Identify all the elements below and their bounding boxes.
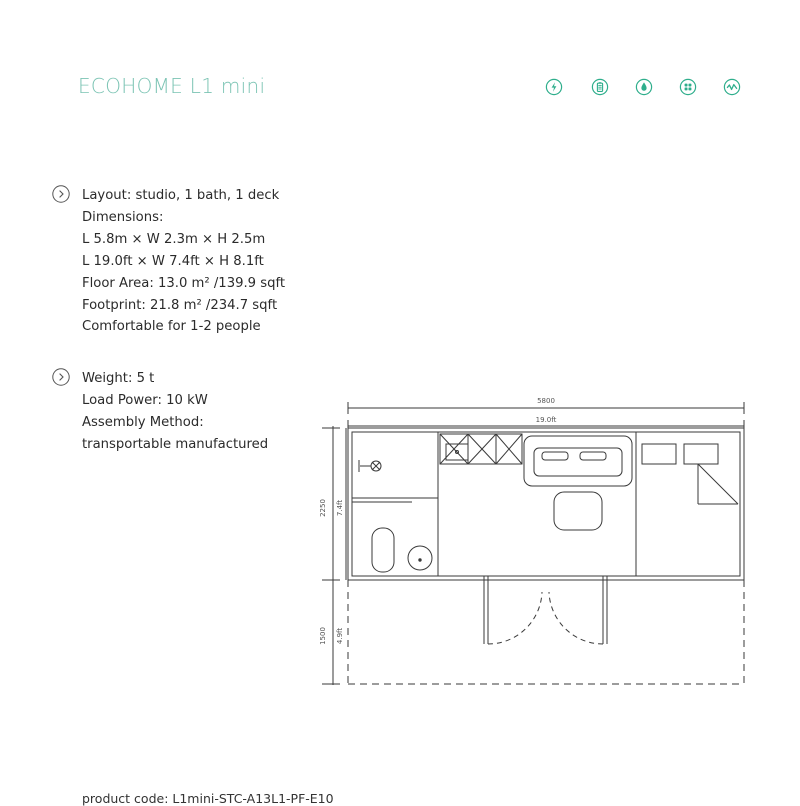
battery-icon xyxy=(591,78,609,96)
spec-occupancy: Comfortable for 1-2 people xyxy=(82,319,261,335)
bedroom xyxy=(636,432,738,576)
chevron-right-icon[interactable] xyxy=(52,185,70,203)
specs-list xyxy=(82,185,285,338)
water-drop-icon xyxy=(635,78,653,96)
length-ft-label: 19.0ft xyxy=(535,416,557,424)
specs-list xyxy=(82,368,268,456)
deck-doors xyxy=(484,576,607,644)
length-mm-label: 5800 xyxy=(537,397,555,405)
width-dimension xyxy=(319,426,346,685)
spec-layout: Layout: studio, 1 bath, 1 deck xyxy=(82,188,280,203)
spec-dimensions-metric: L 5.8m × W 2.3m × H 2.5m xyxy=(82,231,266,247)
spec-dimensions-imperial: L 19.0ft × W 7.4ft × H 8.1ft xyxy=(82,253,264,269)
spec-assembly-method: transportable manufactured xyxy=(82,436,269,452)
toilet xyxy=(372,528,394,572)
product-title: ECOHOME L1 mini xyxy=(78,74,266,98)
kitchen xyxy=(440,434,522,464)
waveform-icon xyxy=(723,78,741,96)
grid-icon xyxy=(679,78,697,96)
spec-floor-area: Floor Area: 13.0 m² /139.9 sqft xyxy=(82,275,286,291)
width-ft-label: 7.4ft xyxy=(336,499,344,517)
spec-load-power: Load Power: 10 kW xyxy=(82,392,208,408)
width-mm-label: 2250 xyxy=(319,499,327,517)
exterior-walls xyxy=(348,428,744,580)
floor-plan xyxy=(312,388,762,698)
length-dimension xyxy=(348,397,744,432)
coffee-table xyxy=(554,492,602,530)
spec-weight: Weight: 5 t xyxy=(82,371,155,386)
spec-assembly-label: Assembly Method: xyxy=(82,414,204,430)
sofa xyxy=(524,436,632,486)
spec-dimensions-label: Dimensions: xyxy=(82,209,164,225)
deck-mm-label: 1500 xyxy=(319,627,327,645)
product-code: product code: L1mini-STC-A13L1-PF-E10 xyxy=(82,791,334,806)
deck-ft-label: 4.9ft xyxy=(336,627,344,645)
spec-footprint: Footprint: 21.8 m² /234.7 sqft xyxy=(82,297,278,313)
deck xyxy=(348,580,744,684)
chevron-right-icon[interactable] xyxy=(52,368,70,386)
lightning-icon xyxy=(545,78,563,96)
bathroom-sink xyxy=(408,546,432,570)
bathroom xyxy=(352,432,438,576)
